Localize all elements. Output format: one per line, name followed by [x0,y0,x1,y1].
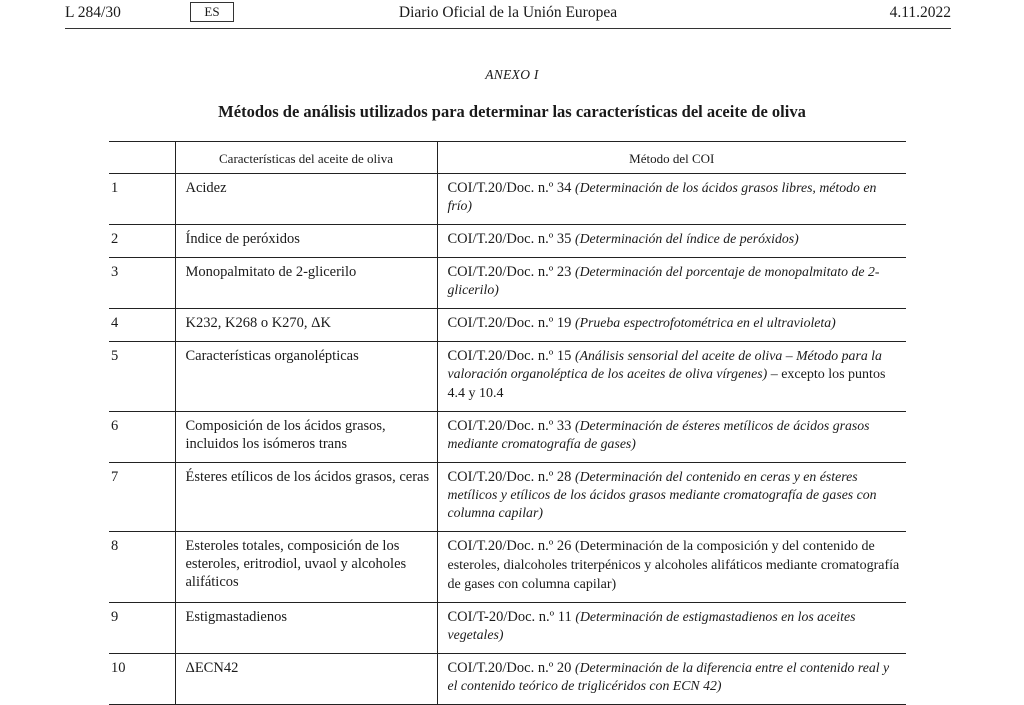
table-row [109,174,906,225]
methods-table [109,141,906,705]
method-reference: COI/T.20/Doc. n.º 20 [447,660,575,676]
method-cell [437,463,906,532]
row-number: 5 [109,342,175,412]
method-description: (Determinación de la diferencia entre el contenido real y el contenido teórico de triglicéridos con ECN 42) [447,660,890,693]
row-number: 1 [109,174,175,225]
method-cell [437,532,906,603]
method-cell [437,258,906,309]
method-description: (Determinación de ésteres metílicos de ácidos grasos mediante cromatografía de gases) [447,418,870,451]
method-cell [437,309,906,342]
method-cell [437,174,906,225]
table-row [109,412,906,463]
characteristic-cell: Acidez [175,174,437,225]
header-method: Método del COI [437,142,906,174]
table-row [109,603,906,654]
table-row [109,258,906,309]
method-description: (Determinación del contenido en ceras y en ésteres metílicos y etílicos de los ácidos grasos mediante cromatografía de gases con columna capilar) [447,469,877,520]
method-cell [437,225,906,258]
method-description: (Determinación de estigmastadienos en los aceites vegetales) [447,609,856,642]
method-cell [437,342,906,412]
row-number: 7 [109,463,175,532]
table-row [109,532,906,603]
method-reference: COI/T.20/Doc. n.º 19 [447,315,575,331]
method-cell [437,654,906,705]
method-cell [437,603,906,654]
row-number: 3 [109,258,175,309]
row-number: 9 [109,603,175,654]
method-description: (Determinación del índice de peróxidos) [574,231,799,246]
header-number [109,142,175,174]
page-reference: L 284/30 [65,4,121,21]
row-number: 2 [109,225,175,258]
row-number: 6 [109,412,175,463]
characteristic-cell: K232, K268 o K270, ΔK [175,309,437,342]
table-row [109,654,906,705]
method-note: (Determinación de la composición y del contenido de esteroles, dialcoholes triterpénicos y alcoholes alifáticos mediante cromatografía de gases con columna capilar) [447,539,900,592]
method-reference: COI/T.20/Doc. n.º 34 [447,180,575,196]
method-reference: COI/T.20/Doc. n.º 35 [447,231,575,247]
characteristic-cell: Monopalmitato de 2-glicerilo [175,258,437,309]
row-number: 8 [109,532,175,603]
characteristic-cell: Esteroles totales, composición de los esteroles, eritrodiol, uvaol y alcoholes alifáticos [175,532,437,603]
method-reference: COI/T.20/Doc. n.º 26 [447,538,575,554]
document-title: Métodos de análisis utilizados para determinar las características del aceite de oliva [218,102,806,121]
method-description: (Determinación de los ácidos grasos libres, método en frío) [447,180,877,213]
row-number: 4 [109,309,175,342]
row-number: 10 [109,654,175,705]
table-row [109,342,906,412]
characteristic-cell: Características organolépticas [175,342,437,412]
journal-title: Diario Oficial de la Unión Europea [398,4,618,21]
method-reference: COI/T.20/Doc. n.º 28 [447,469,575,485]
table-header-row [109,142,906,174]
characteristic-cell: Índice de peróxidos [175,225,437,258]
table-row [109,463,906,532]
method-reference: COI/T.20/Doc. n.º 33 [447,418,575,434]
page-header [65,0,951,29]
method-description: (Prueba espectrofotométrica en el ultravioleta) [574,315,836,330]
method-reference: COI/T-20/Doc. n.º 11 [447,609,576,625]
annex-label: ANEXO I [485,67,539,82]
table-row [109,309,906,342]
method-cell [437,412,906,463]
method-reference: COI/T.20/Doc. n.º 15 [447,348,575,364]
characteristic-cell: Ésteres etílicos de los ácidos grasos, ceras [175,463,437,532]
method-description: (Determinación del porcentaje de monopalmitato de 2-glicerilo) [447,264,880,297]
method-note: – excepto los puntos 4.4 y 10.4 [447,367,886,401]
publication-date: 4.11.2022 [889,4,951,21]
method-reference: COI/T.20/Doc. n.º 23 [447,264,575,280]
characteristic-cell: ΔECN42 [175,654,437,705]
characteristic-cell: Composición de los ácidos grasos, incluidos los isómeros trans [175,412,437,463]
language-badge: ES [190,2,234,22]
method-description: (Análisis sensorial del aceite de oliva – Método para la valoración organoléptica de los aceites de oliva vírgenes) [447,348,882,381]
header-characteristic: Características del aceite de oliva [175,142,437,174]
table-row [109,225,906,258]
characteristic-cell: Estigmastadienos [175,603,437,654]
